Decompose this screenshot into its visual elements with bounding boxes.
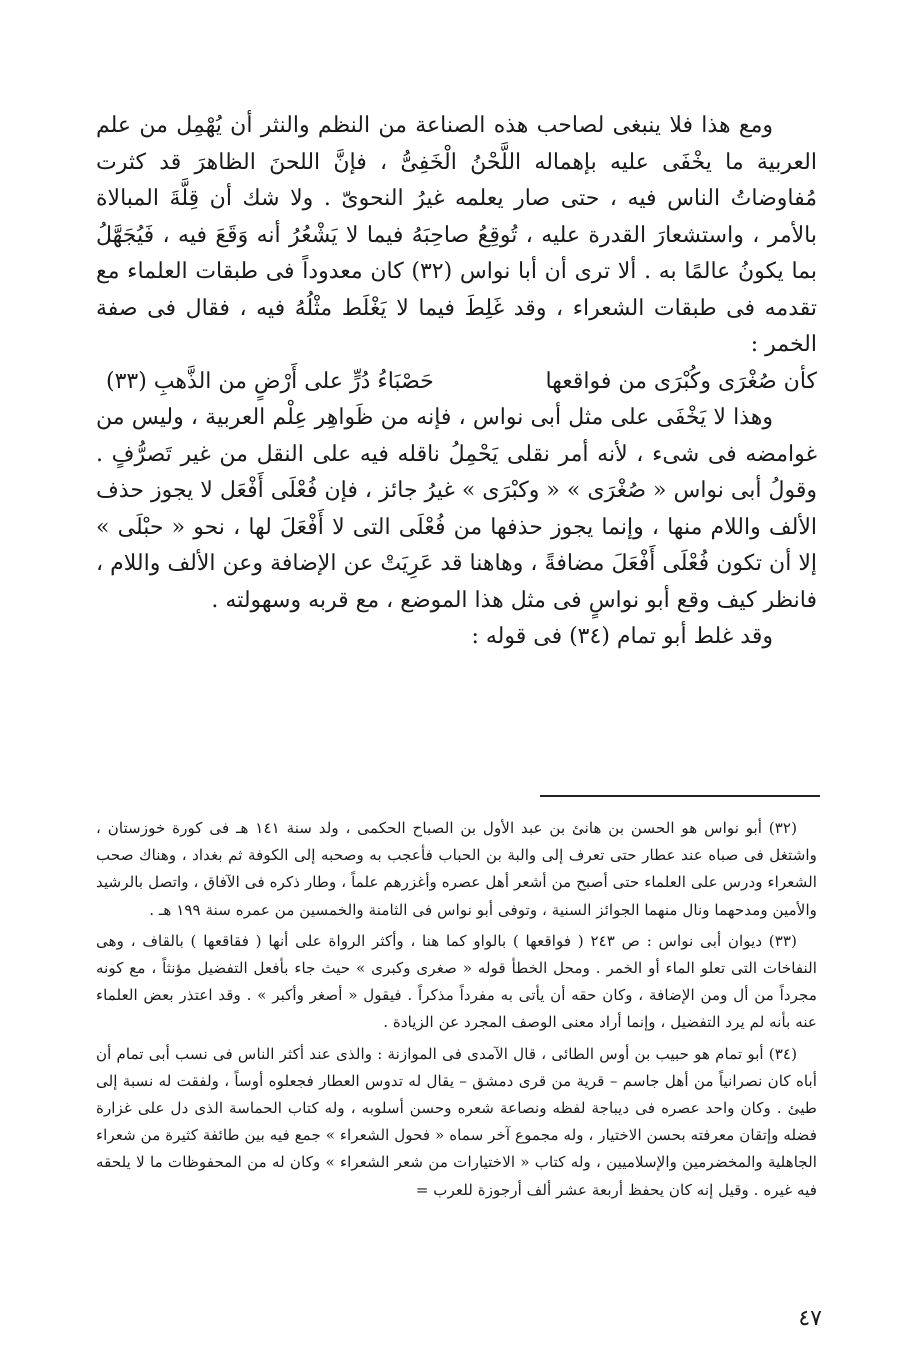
page-number: ٤٧ [798,1306,822,1331]
footnote-34: (٣٤) أبو تمام هو حبيب بن أوس الطائى ، قال الآمدى فى الموازنة : والذى عند أكثر الناس فى نسب أبى تمام أن أباه كان نصرانياً من أهل جاسم – قرية من قرى دمشق – يقال له تدوس العطار فجعلوه أوساً ، ولفقت له نسبة إلى طيئ . وكان واحد عصره فى ديباجة لفظه ونصاعة شعره وحسن أسلوبه ، وله كتاب الحماسة الذى دل على غزارة فضله وإتقان معرفته بحسن الاختيار ، وله مجموع آخر سماه « فحول الشعراء » جمع فيه بين طائفة كثيرة من شعراء الجاهلية والمخضرمين والإسلاميين ، وله كتاب « الاختيارات من شعر الشعراء » وكان له من المحفوظات ما لا يلحقه فيه غيره . وقيل إنه كان يحفظ أربعة عشر ألف أرجوزة للعرب = [96,1044,817,1199]
paragraph-2: وهذا لا يَخْفَى على مثل أبى نواس ، فإنه من ظَواهِر عِلْم العربية ، وليس من غوامضه فى شىء ، لأنه أمر نقلى يَحْمِلُ ناقله فيه على النقل من غير تَصرُّفٍ . وقولُ أبى نواس « صُغْرَى » « وكبْرَى » غيرُ جائز ، فإن فُعْلَى أَفْعَل لا يجوز حذف الألف واللام منها ، وإنما يجوز حذفها من فُعْلَى التى لا أَفْعَلَ لها ، نحو « حبْلَى » إلا أن تكون فُعْلَى أَفْعَلَ مضافةً ، وهاهنا قد عَرِيَتْ عن الإضافة وعن الألف واللام ، فانظر كيف وقع أبو نواسٍ فى مثل هذا الموضع ، مع قربه وسهولته . [96,405,818,613]
footnote-33: (٣٣) ديوان أبى نواس : ص ٢٤٣ ( فواقعها ) بالواو كما هنا ، وأكثر الرواة على أنها ( فقاقعها ) بالقاف ، وهى النفاخات التى تعلو الماء أو الخمر . ومحل الخطأ قوله « صغرى وكبرى » حيث جاء بأفعل التفضيل مؤنثاً ، مع كونه مجرداً من أل ومن الإضافة ، وكان حقه أن يأتى به مفرداً مذكراً . فيقول « أصغر وأكبر » . وقد اعتذر بعض العلماء عنه بأنه لم يرد التفضيل ، وإنما أراد معنى الوصف المجرد عن الزيادة . [96,931,817,1032]
verse-first-hemistich: كأن صُغْرَى وكُبْرَى من فواقعها [545,368,817,394]
footnote-32: (٣٢) أبو نواس هو الحسن بن هانئ بن عبد الأول بن الصباح الحكمى ، ولد سنة ١٤١ هـ فى كورة خوزستان ، واشتغل فى صباه عند عطار حتى تعرف إلى والبة بن الحباب فأعجب به وصحبه إلى الكوفة ثم بغداد ، وهناك صحب الشعراء ودرس على العلماء حتى أصبح من أشعر أهل عصره وأغزرهم علماً ، وطار ذكره فى الآفاق ، واتصل بالرشيد والأمين ومدحهما ونال منهما الجوائز السنية ، وتوفى أبو نواس فى الثامنة والخمسين من عمره سنة ١٩٩ هـ . [96,819,817,919]
footnotes [96,815,817,1208]
footnote-separator [540,795,820,797]
paragraph-1: ومع هذا فلا ينبغى لصاحب هذه الصناعة من النظم والنثر أن يُهْمِل من علم العربية ما يخْفَى عليه بإهماله اللَّحْنُ الْخَفِىُّ ، فإنَّ اللحنَ الظاهرَ قد كثرت مُفاوضاتُ الناس فيه ، حتى صار يعلمه غيرُ النحوىّ . ولا شك أن قِلَّةَ المبالاة بالأمر ، واستشعارَ القدرة عليه ، تُوقِعُ صاحِبَهُ فيما لا يَشْعُرُ أنه وَقَعَ فيه ، فَيُجَهَّلُ بما يكونُ عالمًا به . ألا ترى أن أبا نواس (٣٢) كان معدوداً فى طبقات العلماء مع تقدمه فى طبقات الشعراء ، وقد غَلِطَ فيما لا يَغْلَط مثْلُهُ فيه ، فقال فى صفة الخمر : [96,113,817,357]
verse-second-hemistich: حَصْبَاءُ دُرٍّ على أَرْضٍ من الذَّهبِ (٣٣) [106,368,434,394]
main-text [96,108,817,656]
poem-verse [96,364,817,401]
paragraph-3: وقد غلط أبو تمام (٣٤) فى قوله : [471,624,773,649]
